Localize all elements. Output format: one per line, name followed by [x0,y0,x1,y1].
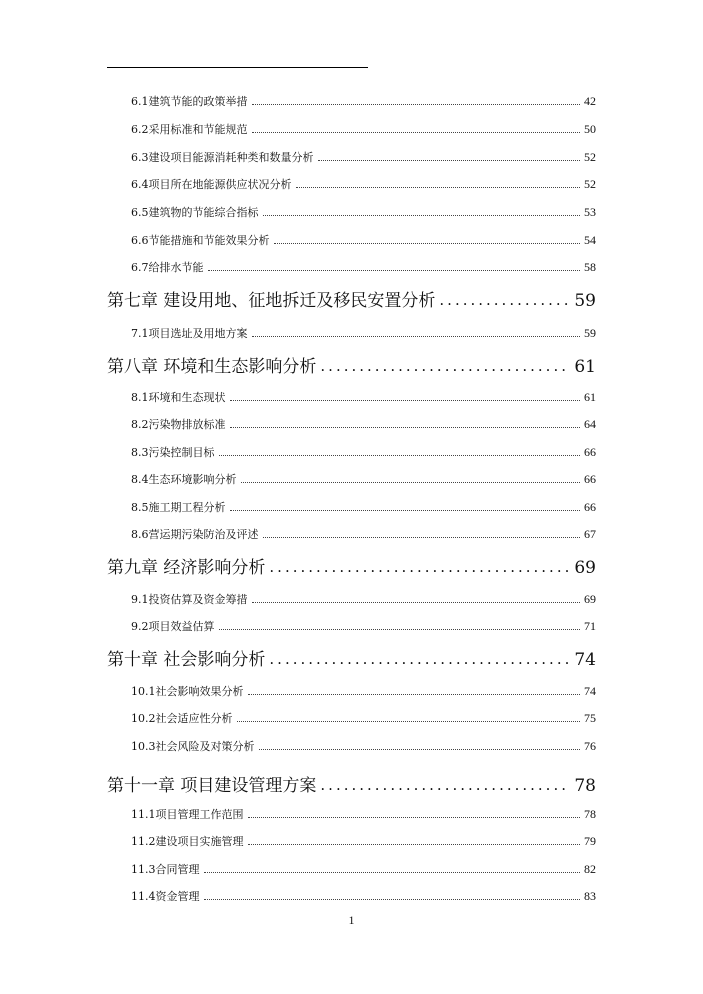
toc-leader-dots [237,720,581,722]
toc-entry-page: 50 [584,122,596,136]
toc-section-entry[interactable] [131,145,596,165]
toc-entry-page: 52 [584,150,596,164]
toc-entry-page: 78 [584,807,596,821]
toc-leader-dots [248,693,581,695]
toc-leader-dots [230,426,581,428]
toc-leader-dots [274,242,581,244]
toc-entry-title: 10.3社会风险及对策分析 [131,740,255,753]
toc-entry-title: 8.3污染控制目标 [131,446,215,459]
toc-section-entry[interactable] [131,734,596,754]
toc-leader-dots [208,269,581,271]
toc-entry-page: 78 [574,776,596,796]
toc-entry-page: 52 [584,177,596,191]
toc-section-entry[interactable] [131,802,596,822]
toc-section-entry[interactable] [131,522,596,542]
toc-entry-page: 71 [584,619,596,633]
toc-section-entry[interactable] [131,829,596,849]
header-rule [107,67,368,68]
toc-section-entry[interactable] [131,385,596,405]
toc-entry-page: 69 [584,592,596,606]
toc-leader-dots [269,652,570,670]
toc-leader-dots [263,536,581,538]
toc-section-entry[interactable] [131,117,596,137]
toc-section-entry[interactable] [131,467,596,487]
toc-entry-title: 6.5建筑物的节能综合指标 [131,206,259,219]
toc-leader-dots [219,628,581,630]
toc-leader-dots [252,103,581,105]
toc-entry-page: 54 [584,233,596,247]
toc-entry-page: 61 [574,357,596,377]
toc-chapter-entry[interactable] [107,283,596,311]
toc-entry-title: 11.2建设项目实施管理 [131,835,244,848]
toc-leader-dots [248,816,581,818]
toc-entry-title: 9.1投资估算及资金筹措 [131,593,248,606]
toc-section-entry[interactable] [131,255,596,275]
toc-entry-page: 42 [584,94,596,108]
toc-section-entry[interactable] [131,440,596,460]
toc-entry-page: 76 [584,739,596,753]
toc-entry-page: 74 [584,684,596,698]
toc-entry-page: 79 [584,834,596,848]
toc-entry-title: 6.2采用标准和节能规范 [131,123,248,136]
toc-section-entry[interactable] [131,679,596,699]
toc-entry-title: 8.4生态环境影响分析 [131,473,237,486]
toc-leader-dots [204,898,581,900]
toc-leader-dots [296,186,581,188]
toc-entry-page: 53 [584,205,596,219]
toc-leader-dots [204,871,581,873]
toc-entry-page: 82 [584,862,596,876]
toc-section-entry[interactable] [131,587,596,607]
toc-chapter-entry[interactable] [107,768,596,796]
toc-entry-title: 11.1项目管理工作范围 [131,808,244,821]
toc-section-entry[interactable] [131,172,596,192]
toc-section-entry[interactable] [131,884,596,904]
toc-entry-title: 6.3建设项目能源消耗种类和数量分析 [131,151,314,164]
toc-leader-dots [252,601,581,603]
toc-entry-title: 8.2污染物排放标准 [131,418,226,431]
toc-entry-page: 59 [584,326,596,340]
toc-entry-title: 9.2项目效益估算 [131,620,215,633]
toc-entry-page: 67 [584,527,596,541]
toc-entry-page: 59 [574,291,596,311]
toc-entry-title: 11.3合同管理 [131,863,200,876]
toc-entry-title: 第十章 社会影响分析 [107,650,266,670]
toc-entry-title: 6.7给排水节能 [131,261,204,274]
page-number: 1 [348,913,355,927]
toc-leader-dots [259,748,581,750]
toc-entry-title: 第十一章 项目建设管理方案 [107,776,317,796]
toc-entry-page: 58 [584,260,596,274]
toc-entry-title: 11.4资金管理 [131,890,200,903]
toc-entry-page: 66 [584,472,596,486]
toc-leader-dots [230,399,581,401]
toc-entry-page: 69 [574,558,596,578]
toc-leader-dots [248,843,581,845]
toc-section-entry[interactable] [131,857,596,877]
toc-leader-dots [318,159,581,161]
toc-entry-title: 6.1建筑节能的政策举措 [131,95,248,108]
toc-entry-title: 10.1社会影响效果分析 [131,685,244,698]
toc-entry-title: 6.4项目所在地能源供应状况分析 [131,178,292,191]
toc-leader-dots [252,335,581,337]
toc-section-entry[interactable] [131,228,596,248]
toc-entry-title: 第九章 经济影响分析 [107,558,266,578]
toc-section-entry[interactable] [131,200,596,220]
toc-leader-dots [219,454,581,456]
toc-entry-page: 64 [584,417,596,431]
toc-chapter-entry[interactable] [107,349,596,377]
toc-entry-title: 10.2社会适应性分析 [131,712,233,725]
toc-entry-title: 8.6营运期污染防治及评述 [131,528,259,541]
toc-section-entry[interactable] [131,495,596,515]
toc-leader-dots [230,509,581,511]
toc-section-entry[interactable] [131,614,596,634]
toc-entry-title: 第八章 环境和生态影响分析 [107,357,317,377]
toc-entry-page: 74 [574,650,596,670]
toc-entry-page: 75 [584,711,596,725]
toc-chapter-entry[interactable] [107,550,596,578]
toc-entry-page: 66 [584,500,596,514]
toc-section-entry[interactable] [131,706,596,726]
toc-leader-dots [439,293,570,311]
toc-leader-dots [269,560,570,578]
toc-leader-dots [252,131,581,133]
toc-section-entry[interactable] [131,321,596,341]
toc-entry-title: 8.5施工期工程分析 [131,501,226,514]
toc-entry-page: 61 [584,390,596,404]
toc-entry-page: 66 [584,445,596,459]
toc-leader-dots [320,359,570,377]
toc-section-entry[interactable] [131,412,596,432]
toc-entry-title: 7.1项目选址及用地方案 [131,327,248,340]
toc-leader-dots [320,778,570,796]
toc-entry-title: 第七章 建设用地、征地拆迁及移民安置分析 [107,291,436,311]
toc-entry-title: 6.6节能措施和节能效果分析 [131,234,270,247]
toc-section-entry[interactable] [131,89,596,109]
toc-entry-page: 83 [584,889,596,903]
toc-chapter-entry[interactable] [107,642,596,670]
toc-entry-title: 8.1环境和生态现状 [131,391,226,404]
toc-leader-dots [241,481,581,483]
toc-leader-dots [263,214,581,216]
